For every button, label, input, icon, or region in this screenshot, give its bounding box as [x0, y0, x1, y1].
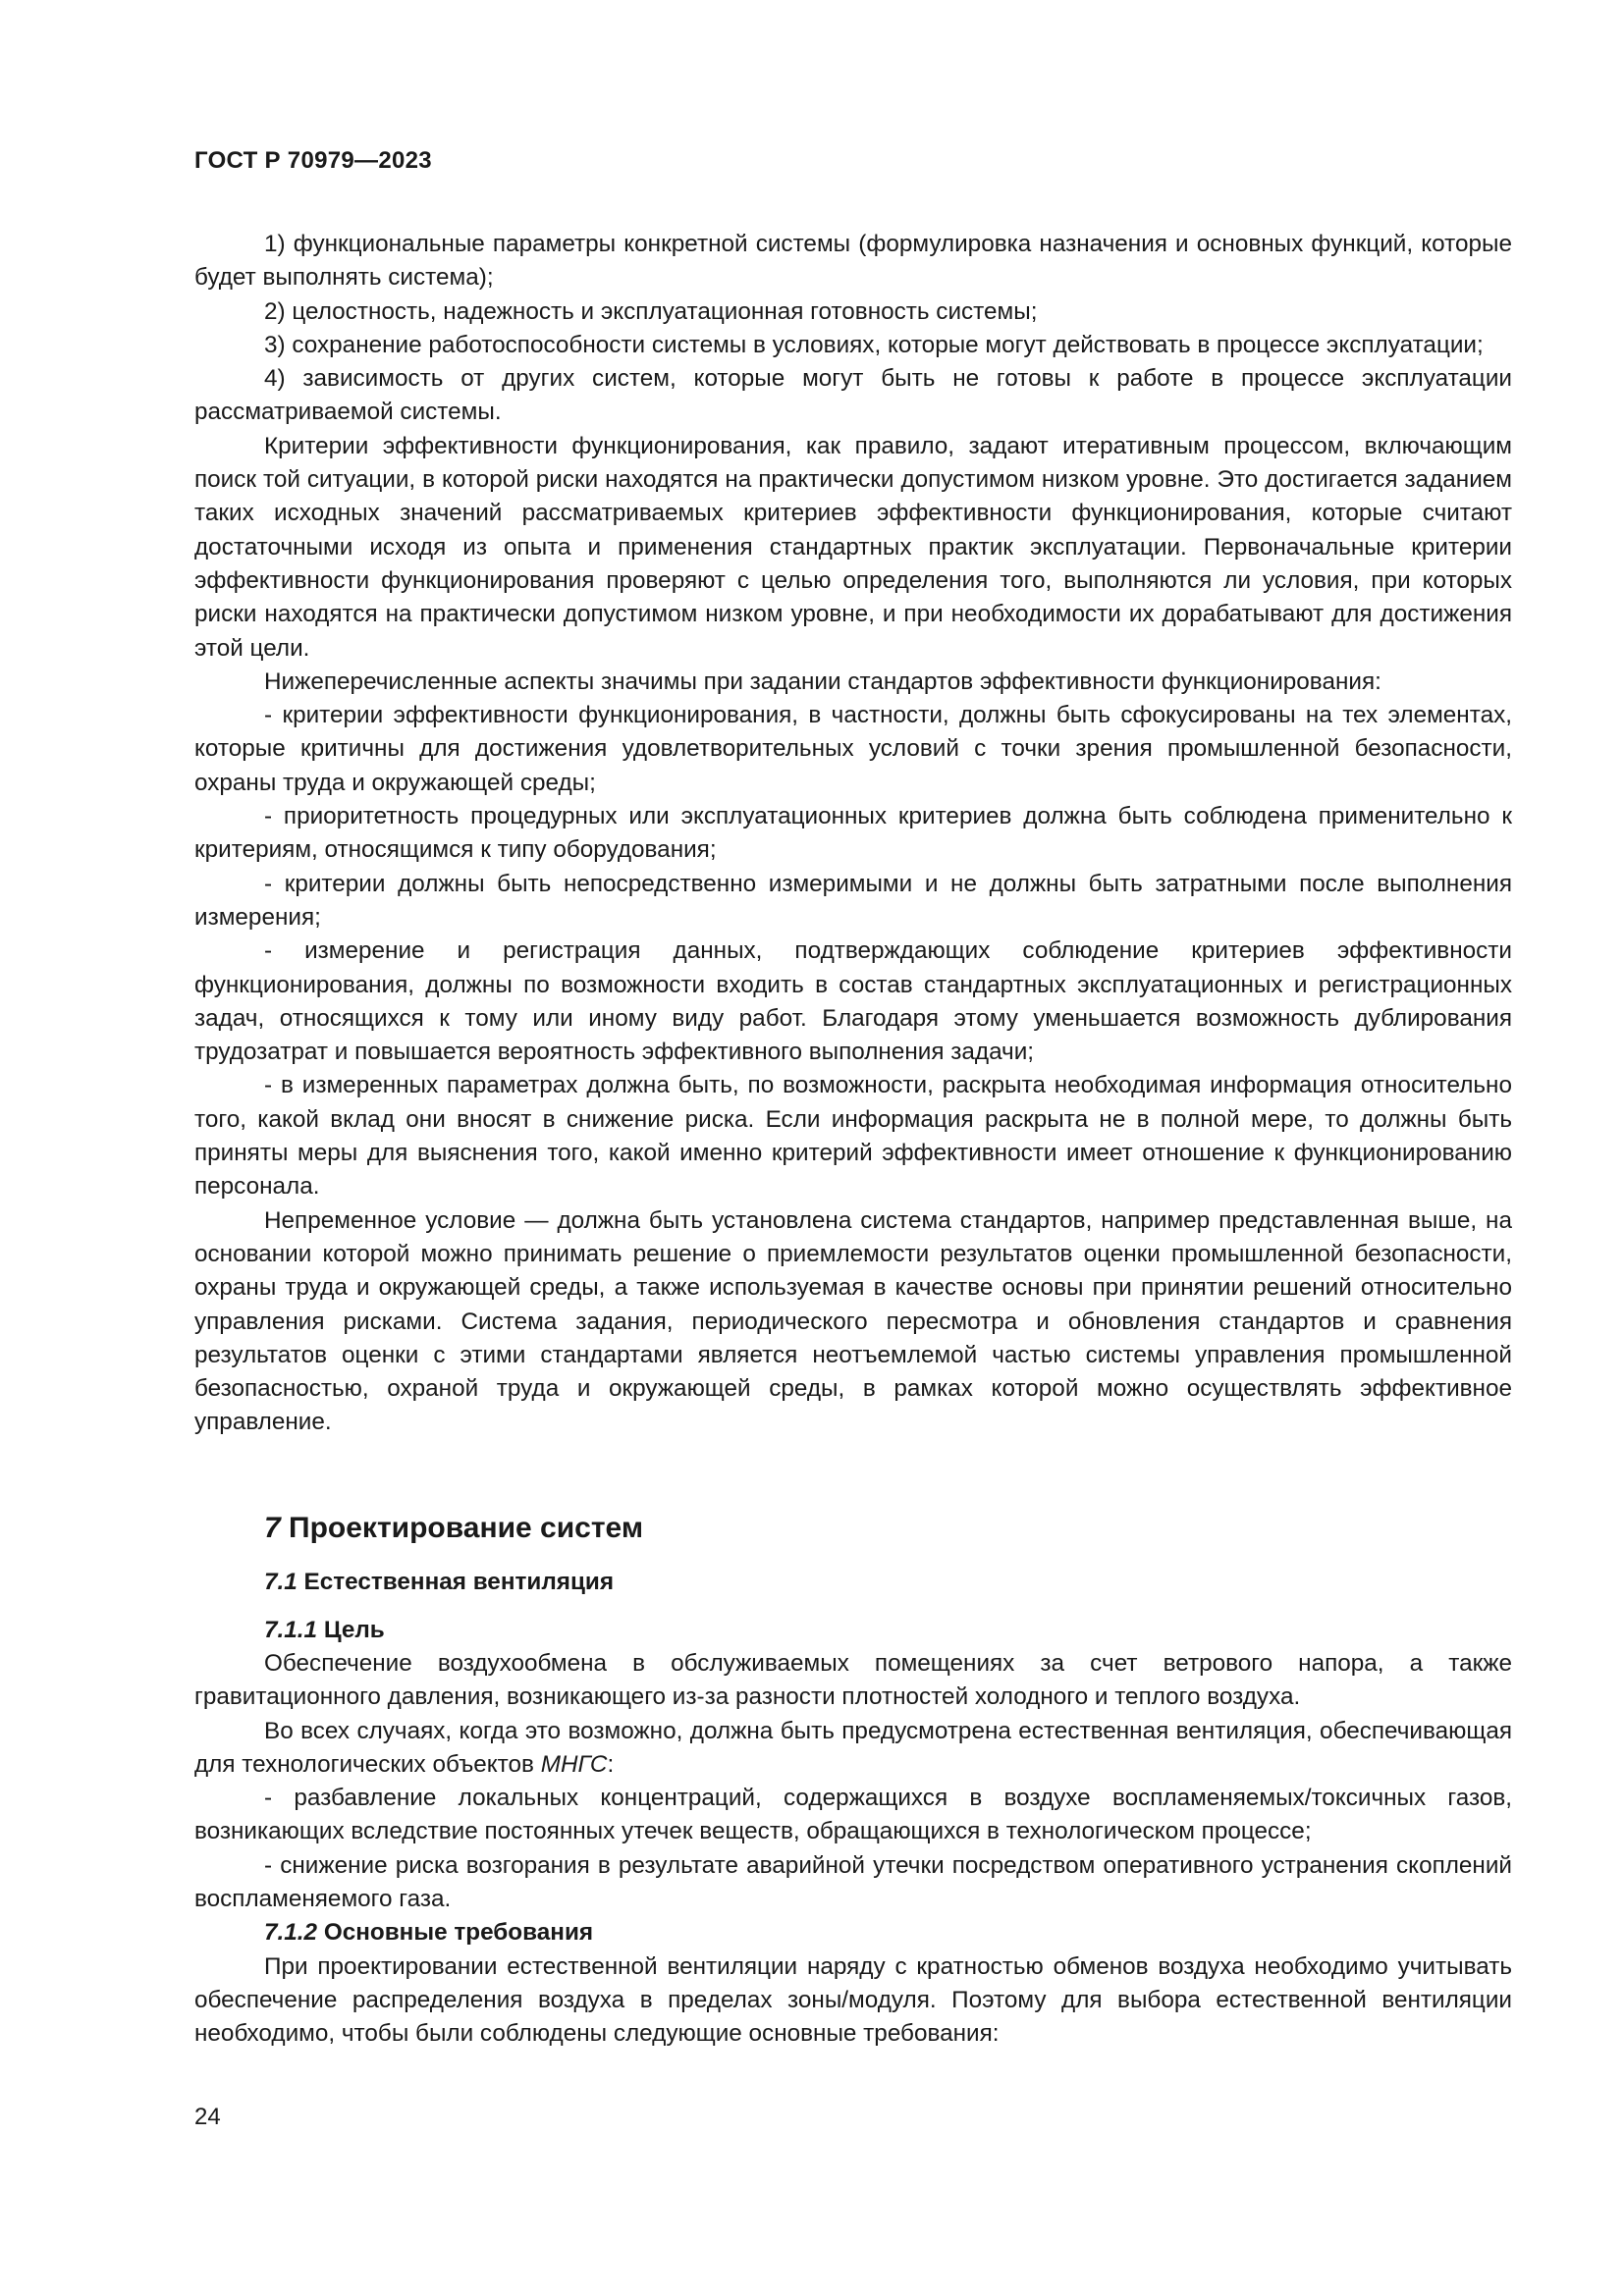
- list-item-1: 1) функциональные параметры конкретной системы (формулировка назначения и основных функций, которые будет выполнять система);: [194, 231, 1512, 292]
- paragraph-natural-ventilation-text: Во всех случаях, когда это возможно, должна быть предусмотрена естественная вентиляция, обеспечивающая для технологических объектов: [194, 1717, 1512, 1778]
- section-7-1-2-heading: [194, 1916, 1512, 1949]
- document-code-header: ГОСТ Р 70979—2023: [194, 147, 432, 174]
- paragraph-criteria: Критерии эффективности функционирования, как правило, задают итеративным процессом, включающим поиск той ситуации, в которой риски находятся на практически допустимом низком уровне. Это достигается заданием таких исходных значений рассматриваемых критериев эффективности функционирования, которые считают достаточными исходя из опыта и применения стандартных практик эксплуатации. Первоначальные критерии эффективности функционирования проверяют с целью определения того, выполняются ли условия, при которых риски находятся на практически допустимом низком уровне, и при необходимости их дорабатывают для достижения этой цели.: [194, 432, 1512, 662]
- section-7-1-1-number: 7.1.1: [264, 1617, 318, 1643]
- body-text-block-2: [194, 1647, 1512, 2052]
- bullet-item-3: - критерии должны быть непосредственно измеримыми и не должны быть затратными после выполнения измерения;: [194, 870, 1512, 931]
- bullet-dilution: - разбавление локальных концентраций, содержащихся в воздухе воспламеняемых/токсичных газов, возникающих вследствие постоянных утечек веществ, обращающихся в технологическом процессе;: [194, 1785, 1512, 1845]
- body-text-block-1: [194, 228, 1512, 1440]
- paragraph-purpose: Обеспечение воздухообмена в обслуживаемых помещениях за счет ветрового напора, а также гравитационного давления, возникающего из-за разности плотностей холодного и теплого воздуха.: [194, 1650, 1512, 1711]
- section-7-1-heading: [264, 1566, 614, 1599]
- list-item-2: 2) целостность, надежность и эксплуатационная готовность системы;: [264, 297, 1038, 325]
- bullet-fire-risk: - снижение риска возгорания в результате аварийной утечки посредством оперативного устранения скоплений воспламеняемого газа.: [194, 1851, 1512, 1913]
- bullet-item-2: - приоритетность процедурных или эксплуатационных критериев должна быть соблюдена применительно к критериям, относящимся к типу оборудования;: [194, 803, 1512, 864]
- section-7-title: Проектирование систем: [289, 1512, 644, 1544]
- section-7-1-1-heading: [264, 1614, 385, 1647]
- page-number: 24: [194, 2104, 221, 2130]
- paragraph-aspects-intro: Нижеперечисленные аспекты значимы при задании стандартов эффективности функционирования:: [264, 667, 1381, 695]
- section-7-1-2-number: 7.1.2: [264, 1919, 318, 1947]
- paragraph-natural-ventilation-colon: :: [607, 1750, 615, 1778]
- bullet-item-1: - критерии эффективности функционирования, в частности, должны быть сфокусированы на тех элементах, которые критичны для достижения удовлетворительных условий с точки зрения промышленной безопасности, охраны труда и окружающей среды;: [194, 702, 1512, 796]
- bullet-item-4: - измерение и регистрация данных, подтверждающих соблюдение критериев эффективности функционирования, должны по возможности входить в состав стандартных эксплуатационных и регистрационных задач, относящихся к тому или иному виду работ. Благодаря этому уменьшается возможность дублирования трудозатрат и повышается вероятность эффективного выполнения задачи;: [194, 937, 1512, 1066]
- list-item-3: 3) сохранение работоспособности системы в условиях, которые могут действовать в процессе эксплуатации;: [264, 331, 1484, 358]
- paragraph-natural-ventilation: [194, 1715, 1512, 1783]
- section-7-1-2-title: Основные требования: [323, 1919, 594, 1947]
- section-7-1-title: Естественная вентиляция: [303, 1569, 614, 1595]
- paragraph-prerequisite: Непременное условие — должна быть установлена система стандартов, например представленная выше, на основании которой можно принимать решение о приемлемости результатов оценки промышленной безопасности, охраны труда и окружающей среды, а также используемая в качестве основы при принятии решений относительно управления рисками. Система задания, периодического пересмотра и обновления стандартов и сравнения результатов оценки с этими стандартами является неотъемлемой частью системы управления промышленной безопасностью, охраной труда и окружающей среды, в рамках которой можно осуществлять эффективное управление.: [194, 1206, 1512, 1436]
- paragraph-design-requirements: При проектировании естественной вентиляции наряду с кратностью обменов воздуха необходимо учитывать обеспечение распределения воздуха в пределах зоны/модуля. Поэтому для выбора естественной вентиляции необходимо, чтобы были соблюдены следующие основные требования:: [194, 1952, 1512, 2048]
- section-7-heading: [264, 1509, 643, 1548]
- section-7-1-number: 7.1: [264, 1569, 298, 1595]
- list-item-4: 4) зависимость от других систем, которые могут быть не готовы к работе в процессе эксплуатации рассматриваемой системы.: [194, 365, 1512, 426]
- mngs-abbreviation: МНГС: [540, 1750, 608, 1778]
- section-7-number: 7: [264, 1512, 281, 1544]
- section-7-1-1-title: Цель: [323, 1617, 385, 1643]
- bullet-item-5: - в измеренных параметрах должна быть, по возможности, раскрыта необходимая информация относительно того, какой вклад они вносят в снижение риска. Если информация раскрыта не в полной мере, то должны быть приняты меры для выяснения того, какой именно критерий эффективности имеет отношение к функционированию персонала.: [194, 1072, 1512, 1201]
